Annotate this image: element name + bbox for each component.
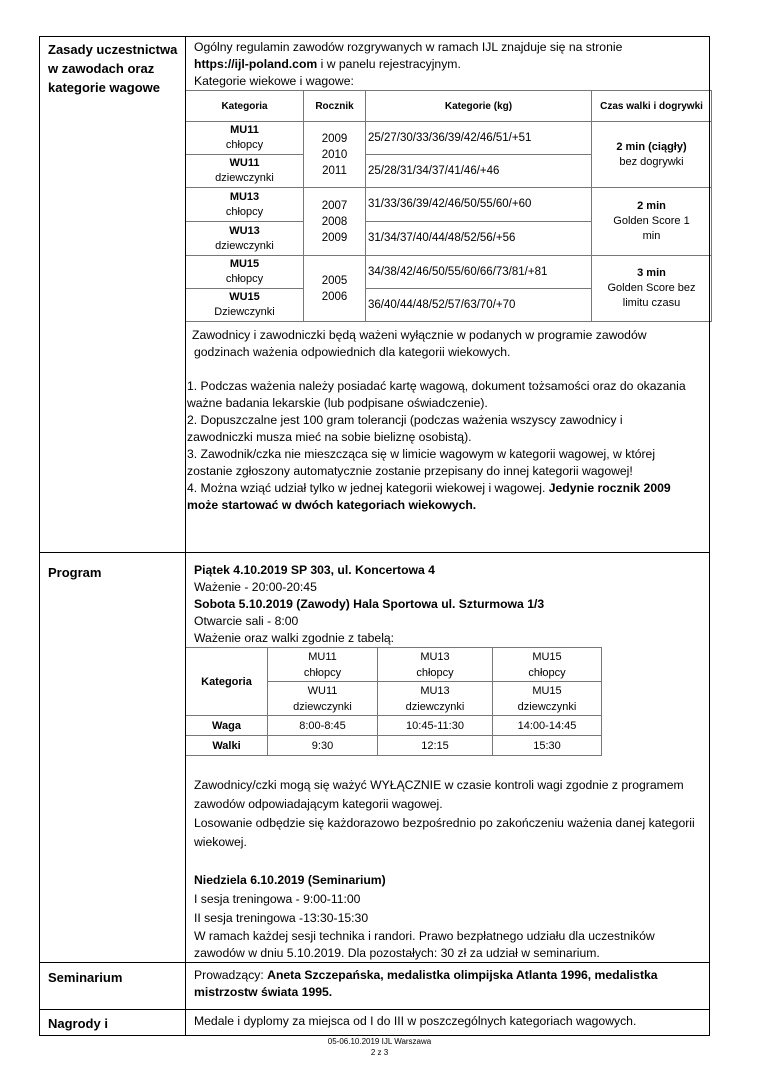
awards-row (40, 1010, 710, 1036)
schedule-cell: 14:00-14:45 (493, 716, 602, 736)
schedule-cell: MU13 chłopcy (378, 648, 493, 682)
rule-2: 2. Dopuszczalne jest 100 gram tolerancji (podczas ważenia wszyscy zawodnicy i zawodniczki musza mieć na sobie bieliznę osobistą). (187, 413, 623, 444)
page-number: 2 z 3 (370, 1048, 389, 1057)
schedule-table (185, 647, 602, 756)
saturday-open: Otwarcie sali - 8:00 (194, 614, 299, 628)
intro-line-2: https://ijl-poland.com i w panelu rejestracyjnym. (194, 57, 461, 71)
schedule-cell: MU15 dziewczynki (493, 682, 602, 716)
friday-title: Piątek 4.10.2019 SP 303, ul. Koncertowa 4 (194, 563, 435, 577)
schedule-category-label: Kategoria (186, 648, 268, 716)
weights-cell: 25/28/31/34/37/41/46/+46 (366, 155, 592, 188)
header-category: Kategoria (186, 91, 304, 122)
program-content (186, 553, 710, 963)
session-1: I sesja treningowa - 9:00-11:00 (194, 892, 361, 906)
time-cell: 2 min (ciągły) bez dogrywki (592, 122, 712, 188)
fights-label: Walki (186, 736, 268, 756)
schedule-cell: MU13 dziewczynki (378, 682, 493, 716)
schedule-caption: Ważenie oraz walki zgodnie z tabelą: (194, 631, 395, 645)
schedule-cell: 10:45-11:30 (378, 716, 493, 736)
time-cell: 2 min Golden Score 1 min (592, 188, 712, 256)
category-cell: WU15 Dziewczynki (186, 289, 304, 322)
weights-cell: 31/33/36/39/42/46/50/55/60/+60 (366, 188, 592, 222)
schedule-cell: 8:00-8:45 (268, 716, 378, 736)
age-table-caption: Kategorie wiekowe i wagowe: (194, 74, 354, 88)
seminar-instructor: Aneta Szczepańska, medalistka olimpijska Atlanta 1996, medalistka mistrzostw świata 1995. (194, 968, 658, 999)
weights-cell: 25/27/30/33/36/39/42/46/51/+51 (366, 122, 592, 155)
table-row (186, 188, 712, 222)
intro-line-1: Ogólny regulamin zawodów rozgrywanych w ramach IJL znajduje się na stronie (194, 40, 623, 54)
weighing-rules: Zawodnicy i zawodniczki będą ważeni wyłącznie w podanych w programie zawodów godzinach ważenia odpowiednich dla kategorii wiekowych. 1. Podczas ważenia należy posiadać kartę wagową, dokument tożsamości oraz do okazania ważne badania lekarskie (lub podpisane oświadczenie). 2. Dopuszczalne jest 100 gram tolerancji (podczas ważenia wszyscy zawodnicy i zawodniczki musza mieć na sobie bieliznę osobistą). 3. Zawodnik/czka nie mieszcząca się w limicie wagowym w kategorii wagowej, w której zostanie zgłoszony automatycznie zostanie przepisany do innej kategorii wagowej! 4. Można wziąć udział tylko w jednej kategorii wiekowej i wagowej. Jedynie rocznik 2009 może startować w dwóch kategoriach wiekowych. (186, 322, 709, 514)
category-cell: MU11 chłopcy (186, 122, 304, 155)
seminar-content: Prowadzący: Aneta Szczepańska, medalistka olimpijska Atlanta 1996, medalistka mistrzostw świata 1995. (186, 963, 710, 1010)
header-time: Czas walki i dogrywki (592, 91, 712, 122)
table-row (186, 648, 602, 682)
rules-row (40, 37, 710, 553)
sunday-title: Niedziela 6.10.2019 (Seminarium) (194, 873, 386, 887)
rules-content (186, 37, 710, 553)
awards-label: Nagrody i (40, 1010, 186, 1036)
header-year: Rocznik (304, 91, 366, 122)
weights-cell: 34/38/42/46/50/55/60/66/73/81/+81 (366, 256, 592, 289)
weights-cell: 36/40/44/48/52/57/63/70/+70 (366, 289, 592, 322)
years-cell: 2009 2010 2011 (304, 122, 366, 188)
weigh-label: Waga (186, 716, 268, 736)
category-cell: MU13 chłopcy (186, 188, 304, 222)
schedule-cell: 9:30 (268, 736, 378, 756)
weighing-note: Zawodnicy/czki mogą się ważyć WYŁĄCZNIE w czasie kontroli wagi zgodnie z programem zawodów odpowiadającym kategorii wagowej. (194, 778, 684, 811)
table-row (186, 122, 712, 155)
draw-note: Losowanie odbędzie się każdorazowo bezpośrednio po zakończeniu ważenia danej kategorii wiekowej. (194, 816, 695, 849)
schedule-cell: 15:30 (493, 736, 602, 756)
program-label: Program (40, 553, 186, 963)
rules-label: Zasady uczestnictwa w zawodach oraz kategorie wagowe (40, 37, 186, 553)
session-2: II sesja treningowa -13:30-15:30 (194, 911, 369, 925)
ijl-link[interactable]: https://ijl-poland.com (194, 57, 318, 71)
schedule-cell: WU11 dziewczynki (268, 682, 378, 716)
rule-3: 3. Zawodnik/czka nie mieszcząca się w limicie wagowym w kategorii wagowej, w której zostanie zgłoszony automatycznie zostanie przepisany do innej kategorii wagowej! (187, 447, 656, 478)
seminar-row (40, 963, 710, 1010)
category-cell: MU15 chłopcy (186, 256, 304, 289)
age-categories-table (185, 90, 712, 322)
age-table-header (186, 91, 712, 122)
regulations-table (39, 36, 710, 1036)
rule-4: 4. Można wziąć udział tylko w jednej kategorii wiekowej i wagowej. Jedynie rocznik 2009 może startować w dwóch kategoriach wiekowych. (187, 481, 671, 512)
page-footer (0, 1036, 759, 1058)
friday-weighing: Ważenie - 20:00-20:45 (194, 580, 317, 594)
table-row (186, 256, 712, 289)
sunday-note: W ramach każdej sesji technika i randori. Prawo bezpłatnego udziału dla uczestników zawodów w dniu 5.10.2019. Dla pozostałych: 30 zł za udział w seminarium. (194, 929, 655, 960)
schedule-cell: MU15 chłopcy (493, 648, 602, 682)
rule-1: 1. Podczas ważenia należy posiadać kartę wagową, dokument tożsamości oraz do okazania ważne badania lekarskie (lub podpisane oświadczenie). (187, 379, 686, 410)
program-row (40, 553, 710, 963)
years-cell: 2005 2006 (304, 256, 366, 322)
awards-content: Medale i dyplomy za miejsca od I do III w poszczególnych kategoriach wagowych. (186, 1010, 710, 1036)
category-cell: WU13 dziewczynki (186, 222, 304, 256)
weights-cell: 31/34/37/40/44/48/52/56/+56 (366, 222, 592, 256)
header-weights: Kategorie (kg) (366, 91, 592, 122)
schedule-cell: 12:15 (378, 736, 493, 756)
table-row (186, 716, 602, 736)
seminar-label: Seminarium (40, 963, 186, 1010)
years-cell: 2007 2008 2009 (304, 188, 366, 256)
table-row (186, 736, 602, 756)
category-cell: WU11 dziewczynki (186, 155, 304, 188)
time-cell: 3 min Golden Score bez limitu czasu (592, 256, 712, 322)
schedule-cell: MU11 chłopcy (268, 648, 378, 682)
saturday-title: Sobota 5.10.2019 (Zawody) Hala Sportowa ul. Szturmowa 1/3 (194, 597, 545, 611)
footer-event: 05-06.10.2019 IJL Warszawa (327, 1037, 432, 1046)
